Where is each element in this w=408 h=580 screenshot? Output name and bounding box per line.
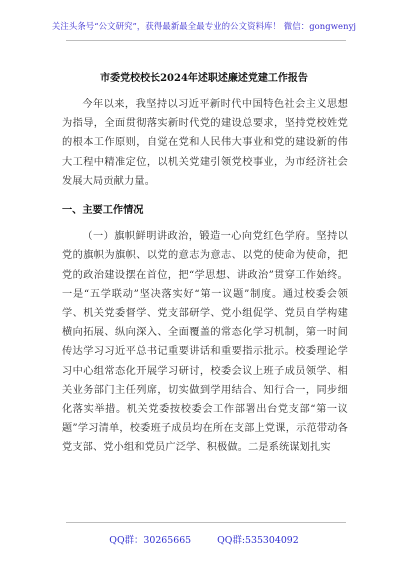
document-title: 市委党校校长2024年述职述廉述党建工作报告 <box>100 73 308 84</box>
intro-paragraph: 今年以来，我坚持以习近平新时代中国特色社会主义思想为指导，全面贯彻落实新时代党的建设总要求，坚持党校姓党的根本工作原则，自觉在党和人民伟大事业和党的建设新的伟大工程中精准定位，以机关党建引领党校事业，为市经济社会发展大局贡献力量。 <box>62 99 348 187</box>
footer-contact <box>0 532 408 546</box>
footer-divider <box>66 522 346 523</box>
header-banner: 关注头条号“公文研究”，获得最新最全最专业的公文资料库！ 微信：gongwenyj <box>51 21 357 31</box>
qq-group-2: QQ群:535304092 <box>217 535 299 546</box>
section-heading: 一、主要工作情况 <box>62 204 144 217</box>
section-paragraph: （一）旗帜鲜明讲政治，锻造一心向党红色学府。坚持以党的旗帜为旗帜、以党的意志为意志、以党的使命为使命，把党的政治建设摆在首位，把“学思想、讲政治”贯穿工作始终。一是“五学联动”坚决落实好“第一议题”制度。通过校委会领学、机关党委督学、党支部研学、党小组促学、党员自学构建横向拓展、纵向深入、全面覆盖的常态化学习机制，第一时间传达学习习近平总书记重要讲话和重要指示批示。校委理论学习中心组常态化开展学习研讨，校委会议上班子成员领学、相关业务部门主任列席，切实做到学用结合、知行合一，同步细化落实举措。机关党委按校委会工作部署出台党支部“第一议题”学习清单，校委班子成员均在所在支部上党课，示范带动各党支部、党小组和党员广泛学、积极做。二是系统谋划扎实 <box>62 231 348 454</box>
header-divider <box>66 40 346 41</box>
qq-group-1: QQ群：30265665 <box>109 535 192 546</box>
document-body <box>62 95 348 458</box>
